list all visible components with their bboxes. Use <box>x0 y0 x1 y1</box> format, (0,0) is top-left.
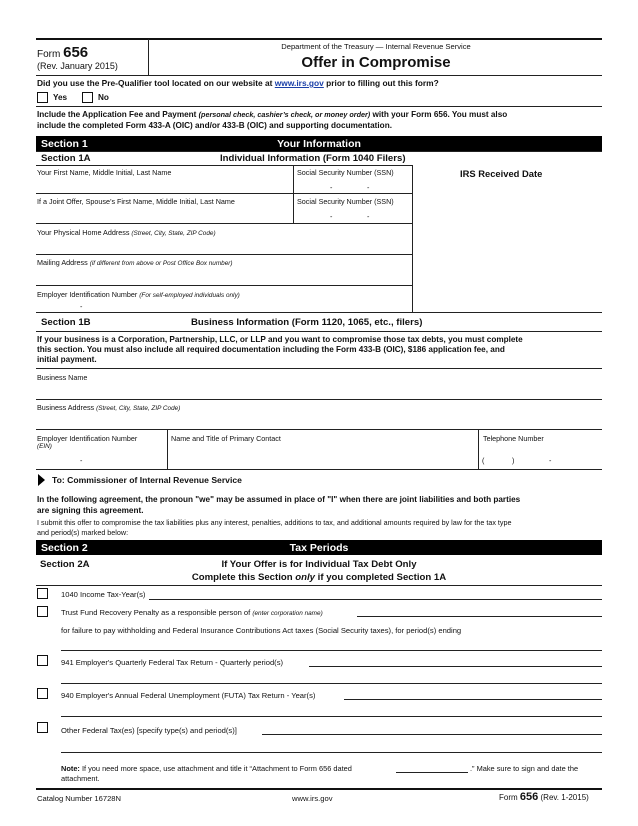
item-940-label: 940 Employer's Annual Federal Unemployment (FUTA) Tax Return - Year(s) <box>61 691 316 700</box>
mailing-address-text: Mailing Address <box>37 258 88 267</box>
section2a-title-1: If Your Offer is for Individual Tax Debt Only <box>221 559 417 570</box>
business-address-text: Business Address <box>37 403 95 412</box>
footer-site: www.irs.gov <box>292 794 333 803</box>
ein-contact-divider <box>167 429 168 469</box>
prequalifier-text-b: prior to filling out this form? <box>323 78 439 88</box>
department-line: Department of the Treasury — Internal Revenue Service <box>281 42 471 51</box>
section1a-header <box>36 151 602 165</box>
rule <box>36 585 602 586</box>
rule <box>36 331 602 332</box>
fee-note-line1 <box>37 110 507 120</box>
mailing-address-label <box>37 258 233 267</box>
checkbox-1040[interactable] <box>37 588 48 599</box>
agreement-text-2: and period(s) marked below: <box>37 528 129 537</box>
catalog-number: Catalog Number 16728N <box>37 794 122 803</box>
item-940-input-2[interactable] <box>61 716 602 717</box>
business-ein-label-2: (EIN) <box>37 443 52 450</box>
ssn-dash: - <box>330 212 333 221</box>
item-1040-input[interactable] <box>149 599 602 600</box>
section1-title: Your Information <box>277 138 361 150</box>
irs-received-date: IRS Received Date <box>460 168 543 179</box>
item-other-input[interactable] <box>262 734 602 735</box>
business-name-label: Business Name <box>37 373 88 382</box>
fee-note-a: Include the Application Fee and Payment <box>37 110 199 119</box>
rule <box>36 368 602 369</box>
agreement-bold-2: are signing this agreement. <box>37 506 144 515</box>
ein-text: Employer Identification Number <box>37 290 138 299</box>
item-941-input-2[interactable] <box>61 683 602 684</box>
no-checkbox[interactable] <box>82 92 93 103</box>
yes-label: Yes <box>53 93 68 102</box>
section1-label: Section 1 <box>41 138 88 150</box>
ssn-dash: - <box>367 212 370 221</box>
form-number: 656 <box>63 44 89 61</box>
item-trust-hint: (enter corporation name) <box>252 610 323 617</box>
spouse-ssn-label: Social Security Number (SSN) <box>297 197 394 206</box>
mailing-address-hint: (if different from above or Post Office Box number) <box>89 260 233 267</box>
attachment-date-input[interactable] <box>396 772 468 773</box>
footer-rev: (Rev. 1-2015) <box>540 793 589 802</box>
section2a-title-2c: if you completed Section 1A <box>315 572 447 583</box>
note-text-a: If you need more space, use attachment and title it “Attachment to Form 656 dated <box>79 764 352 773</box>
section1-bar <box>36 136 602 151</box>
section2-title: Tax Periods <box>289 542 349 554</box>
agreement-text-1: I submit this offer to compromise the tax liabilities plus any interest, penalties, additions to tax, and additional amounts required by law for the tax type <box>37 518 512 527</box>
checkbox-trust-fund[interactable] <box>37 606 48 617</box>
footer-form-word: Form <box>499 793 518 802</box>
fee-note-b: (personal check, cashier’s check, or money order) <box>198 110 371 119</box>
business-address-hint: (Street, City, State, ZIP Code) <box>96 405 181 412</box>
footer-form-number: 656 <box>519 791 539 803</box>
header-divider <box>148 39 149 75</box>
contact-phone-divider <box>478 429 479 469</box>
rule <box>36 165 412 166</box>
top-rule <box>36 38 602 40</box>
corporation-name-input[interactable] <box>357 616 602 617</box>
contact-label: Name and Title of Primary Contact <box>171 434 281 443</box>
checkbox-941[interactable] <box>37 655 48 666</box>
section1b-instructions-1: If your business is a Corporation, Partnership, LLC, or LLP and you want to compromise those tax debts, you must complete <box>37 335 523 344</box>
phone-paren-close: ) <box>512 456 515 465</box>
first-name-input[interactable] <box>37 176 291 193</box>
ein-hint: (For self-employed individuals only) <box>139 292 240 299</box>
rule <box>36 254 412 255</box>
section1a-label: Section 1A <box>41 153 91 164</box>
ssn-label: Social Security Number (SSN) <box>297 168 394 177</box>
home-address-label <box>37 228 216 237</box>
item-1040-label: 1040 Income Tax-Year(s) <box>61 590 146 599</box>
trust-periods-input[interactable] <box>61 650 602 651</box>
ein-label <box>37 290 240 299</box>
yes-checkbox[interactable] <box>37 92 48 103</box>
note-label: Note: <box>61 764 80 773</box>
rule <box>36 193 412 194</box>
page-title: Offer in Compromise <box>301 54 451 71</box>
form-label <box>37 44 88 61</box>
business-address-label <box>37 403 180 412</box>
business-ein-label: Employer Identification Number <box>37 434 138 443</box>
home-address-hint: (Street, City, State, ZIP Code) <box>131 230 216 237</box>
note-text-b: .” Make sure to sign and date the <box>470 764 579 773</box>
footer-rule <box>36 788 602 790</box>
header-bottom-rule <box>36 75 602 76</box>
section1b-title: Business Information (Form 1120, 1065, etc., filers) <box>191 317 423 328</box>
item-other-label: Other Federal Tax(es) [specify type(s) and period(s)] <box>61 726 237 735</box>
ssn-dash: - <box>367 183 370 192</box>
section2a-title-2b: only <box>295 572 315 583</box>
rule <box>36 312 602 313</box>
checkbox-940[interactable] <box>37 688 48 699</box>
agreement-bold-1: In the following agreement, the pronoun "we" may be assumed in place of "I" when there are joint liabilities and both parties <box>37 495 521 504</box>
phone-label: Telephone Number <box>483 434 544 443</box>
section2a-title-2 <box>36 572 602 583</box>
item-trust-text-2: for failure to pay withholding and Federal Insurance Contributions Act taxes (Social Security taxes), for period(s) ending <box>61 626 462 635</box>
item-940-input[interactable] <box>344 699 602 700</box>
section1b-instructions-3: initial payment. <box>37 355 97 364</box>
ein-dash: - <box>80 456 83 465</box>
item-941-label: 941 Employer's Quarterly Federal Tax Return - Quarterly period(s) <box>61 658 284 667</box>
note-line-1 <box>61 764 352 773</box>
rule <box>36 399 602 400</box>
rule <box>36 223 412 224</box>
rule <box>36 151 602 152</box>
section1b-label: Section 1B <box>41 317 91 328</box>
section1a-title: Individual Information (Form 1040 Filers) <box>220 153 406 164</box>
fee-note-line2: include the completed Form 433-A (OIC) and/or 433-B (OIC) and supporting documentation. <box>37 121 392 130</box>
note-text-c: attachment. <box>61 774 100 783</box>
fee-note-c: with your Form 656. You must also <box>370 110 508 119</box>
phone-dash: - <box>549 456 552 465</box>
checkbox-other[interactable] <box>37 722 48 733</box>
section2a-label: Section 2A <box>40 559 90 570</box>
phone-paren-open: ( <box>482 456 485 465</box>
arrow-right-icon <box>38 474 45 486</box>
section1b-instructions-2: this section. You must also include all required documentation including the Form 433-B (OIC), $186 application fee, and <box>37 345 505 354</box>
rule <box>36 106 602 107</box>
rule <box>36 285 412 286</box>
item-other-input-2[interactable] <box>61 752 602 753</box>
no-label: No <box>98 93 109 102</box>
prequalifier-question <box>37 78 439 88</box>
irs-link[interactable]: www.irs.gov <box>274 78 324 88</box>
commissioner-line: To: Commissioner of Internal Revenue Service <box>52 475 242 485</box>
section2-bar <box>36 540 602 555</box>
form-word: Form <box>37 49 61 60</box>
ein-dash: - <box>80 302 83 311</box>
ssn-divider <box>293 165 294 223</box>
item-trust-label <box>61 608 323 617</box>
prequalifier-text-a: Did you use the Pre-Qualifier tool located on our website at <box>37 78 275 88</box>
ssn-dash: - <box>330 183 333 192</box>
section1b-header <box>36 316 602 330</box>
item-941-input[interactable] <box>309 666 602 667</box>
home-address-text: Your Physical Home Address <box>37 228 130 237</box>
form-revision: (Rev. January 2015) <box>37 61 118 71</box>
item-trust-text: Trust Fund Recovery Penalty as a responsible person of <box>61 608 253 617</box>
section2-label: Section 2 <box>41 542 88 554</box>
spouse-name-label: If a Joint Offer, Spouse’s First Name, Middle Initial, Last Name <box>37 197 235 206</box>
rule <box>36 469 602 470</box>
rule <box>36 429 602 430</box>
irs-received-divider <box>412 165 413 312</box>
footer-form-id <box>499 791 589 803</box>
first-name-label: Your First Name, Middle Initial, Last Name <box>37 168 172 177</box>
section2a-title-2a: Complete this Section <box>191 572 296 583</box>
